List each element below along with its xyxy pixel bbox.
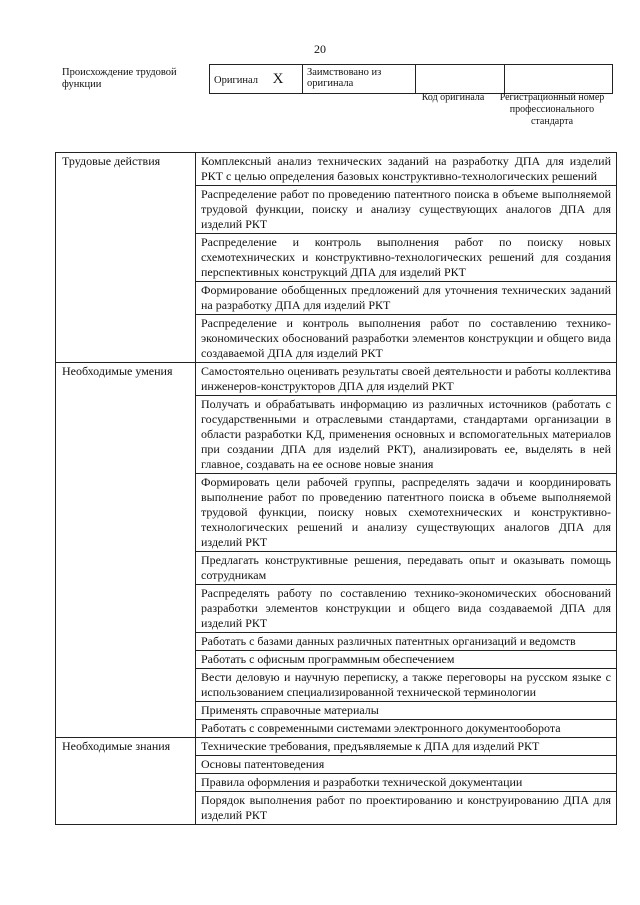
section-item: Работать с базами данных различных патентных организаций и ведомств xyxy=(196,633,617,651)
section-item: Распределение и контроль выполнения работ по составлению технико-экономических обоснований разработки элементов конструкции и общего вида создаваемой ДПА для изделий РКТ xyxy=(196,315,617,363)
section-item: Самостоятельно оценивать результаты своей деятельности и работы коллектива инженеров-конструкторов ДПА для изделий РКТ xyxy=(196,363,617,396)
section-item: Формирование обобщенных предложений для уточнения технических заданий на разработку ДПА для изделий РКТ xyxy=(196,282,617,315)
page-number: 20 xyxy=(314,42,326,56)
section-title: Необходимые умения xyxy=(56,363,196,738)
origin-label: Происхождение трудовой функции xyxy=(62,67,177,90)
section-title: Необходимые знания xyxy=(56,738,196,825)
section-item: Применять справочные материалы xyxy=(196,702,617,720)
origin-table xyxy=(209,64,613,94)
section-item: Предлагать конструктивные решения, передавать опыт и оказывать помощь сотрудникам xyxy=(196,552,617,585)
function-table xyxy=(55,152,617,825)
original-mark: X xyxy=(272,70,284,87)
original-cell xyxy=(210,65,303,94)
section-item: Получать и обрабатывать информацию из различных источников (работать с государственными и отраслевыми стандартами, стандартами организации в области разработки КД, применения основных и вспомогательных материалов при создании ДПА для изделий РКТ), анализировать ее, выделять в ней главное, создавать на ее основе новые знания xyxy=(196,396,617,474)
registration-number-cell xyxy=(505,65,613,94)
section-item: Порядок выполнения работ по проектированию и конструированию ДПА для изделий РКТ xyxy=(196,792,617,825)
section-item: Вести деловую и научную переписку, а также переговоры на русском языке с использованием специализированной технической терминологии xyxy=(196,669,617,702)
section-item: Правила оформления и разработки технической документации xyxy=(196,774,617,792)
original-code-cell xyxy=(416,65,505,94)
section-item: Комплексный анализ технических заданий на разработку ДПА для изделий РКТ с целью определения базовых конструктивно-технологических решений xyxy=(196,153,617,186)
borrowed-cell: Заимствовано из оригинала xyxy=(303,65,416,94)
section-item: Распределение и контроль выполнения работ по поиску новых схемотехнических и конструктивно-технологических решений для создания перспективных конструкций ДПА для изделий РКТ xyxy=(196,234,617,282)
section-item: Работать с офисным программным обеспечением xyxy=(196,651,617,669)
table-row xyxy=(56,363,617,396)
section-item: Распределение работ по проведению патентного поиска в объеме выполняемой трудовой функции, поиску и анализу существующих аналогов ДПА для изделий РКТ xyxy=(196,186,617,234)
section-item: Работать с современными системами электронного документооборота xyxy=(196,720,617,738)
table-row xyxy=(56,738,617,756)
registration-number-caption: Регистрационный номер профессионального стандарта xyxy=(499,92,605,127)
section-item: Формировать цели рабочей группы, распределять задачи и координировать выполнение работ по проведению патентного поиска в объеме выполняемой трудовой функции, поиску новых схемотехнических и конструктивно-технологических решений и анализу существующих аналогов ДПА для изделий РКТ xyxy=(196,474,617,552)
section-item: Технические требования, предъявляемые к ДПА для изделий РКТ xyxy=(196,738,617,756)
section-item: Распределять работу по составлению технико-экономических обоснований разработки элементов конструкции и общего вида создаваемой ДПА для изделий РКТ xyxy=(196,585,617,633)
section-item: Основы патентоведения xyxy=(196,756,617,774)
original-code-caption: Код оригинала xyxy=(421,92,485,103)
table-row xyxy=(56,153,617,186)
section-title: Трудовые действия xyxy=(56,153,196,363)
original-label: Оригинал xyxy=(214,74,258,86)
